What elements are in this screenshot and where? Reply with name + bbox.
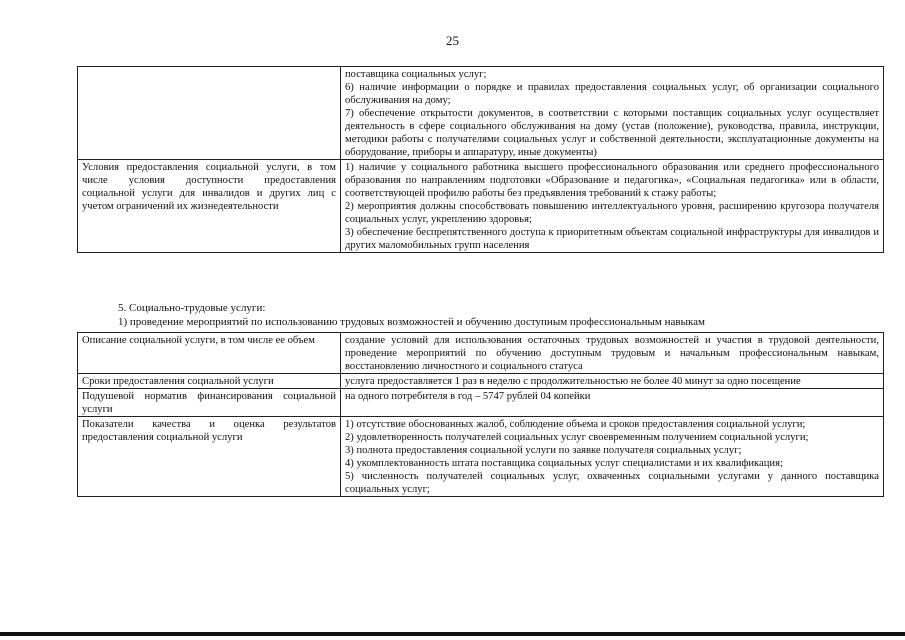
table-cell-content	[341, 160, 884, 253]
table-row	[78, 389, 884, 417]
social-labor-services-table	[77, 332, 884, 497]
table-row	[78, 417, 884, 497]
content-line: создание условий для использования остаточных трудовых возможностей и участия в трудовой деятельности, проведение мероприятий по обучению доступным трудовым и начальным профессиональным навыкам, восстановлению личностного и социального статуса	[345, 335, 879, 372]
content-line: 3) полнота предоставления социальной услуги по заявке получателя социальных услуг;	[345, 445, 742, 456]
content-line: 5) численность получателей социальных услуг, охваченных социальными услугами у данного поставщика социальных услуг;	[345, 471, 879, 495]
content-line: 7) обеспечение открытости документов, в соответствии с которыми поставщик социальных услуг осуществляет деятельность в сфере социального обслуживания на дому (устав (положение), руководства, правила, инструкции, методики работы с получателями социальных услуг и собственной деятельности, эксплуатационные документы на оборудование, приборы и аппаратуру, иные документы)	[345, 108, 879, 158]
table-row	[78, 160, 884, 253]
section-subheading: 1) проведение мероприятий по использованию трудовых возможностей и обучению доступным профессиональным навыкам	[118, 316, 705, 328]
table-row	[78, 374, 884, 389]
table-cell-label: Условия предоставления социальной услуги, в том числе условия доступности предоставления социальной услуги для инвалидов и других лиц с учетом ограничений их жизнедеятельности	[78, 160, 341, 253]
content-line: 4) укомплектованность штата поставщика социальных услуг специалистами и их квалификация;	[345, 458, 783, 469]
table-cell-label: Сроки предоставления социальной услуги	[78, 374, 341, 389]
content-line: 6) наличие информации о порядке и правилах предоставления социальных услуг, об организации социального обслуживания на дому;	[345, 82, 879, 106]
table-cell-content	[341, 67, 884, 160]
table-cell-label: Показатели качества и оценка результатов предоставления социальной услуги	[78, 417, 341, 497]
services-table-continued	[77, 66, 884, 253]
page-number: 25	[446, 33, 459, 48]
table-cell-label	[78, 67, 341, 160]
content-line: 1) отсутствие обоснованных жалоб, соблюдение объема и сроков предоставления социальной услуги;	[345, 419, 806, 430]
table-cell-content	[341, 374, 884, 389]
content-line: поставщика социальных услуг;	[345, 69, 487, 80]
table-row	[78, 333, 884, 374]
table-row	[78, 67, 884, 160]
content-line: 3) обеспечение беспрепятственного доступа к приоритетным объектам социальной инфраструктуры для инвалидов и других маломобильных групп населения	[345, 227, 879, 251]
content-line: 1) наличие у социального работника высшего профессионального образования или среднего профессионального образования по направлениям подготовки «Образование и педагогика», «Социальная педагогика» или в области, соответствующей профилю работы без предъявления требований к стажу работы;	[345, 162, 879, 199]
content-line: услуга предоставляется 1 раз в неделю с продолжительностью не более 40 минут за одно посещение	[345, 376, 801, 387]
table-cell-content	[341, 417, 884, 497]
content-line: 2) удовлетворенность получателей социальных услуг своевременным получением социальной услуги;	[345, 432, 809, 443]
table-cell-content	[341, 333, 884, 374]
content-line: 2) мероприятия должны способствовать повышению интеллектуального уровня, расширению кругозора получателя социальных услуг, укреплению здоровья;	[345, 201, 879, 225]
content-line: на одного потребителя в год – 5747 рублей 04 копейки	[345, 391, 591, 402]
table-cell-label: Подушевой норматив финансирования социальной услуги	[78, 389, 341, 417]
section-heading: 5. Социально-трудовые услуги:	[118, 302, 266, 314]
page-bottom-border	[0, 632, 905, 636]
table-cell-label: Описание социальной услуги, в том числе ее объем	[78, 333, 341, 374]
table-cell-content	[341, 389, 884, 417]
